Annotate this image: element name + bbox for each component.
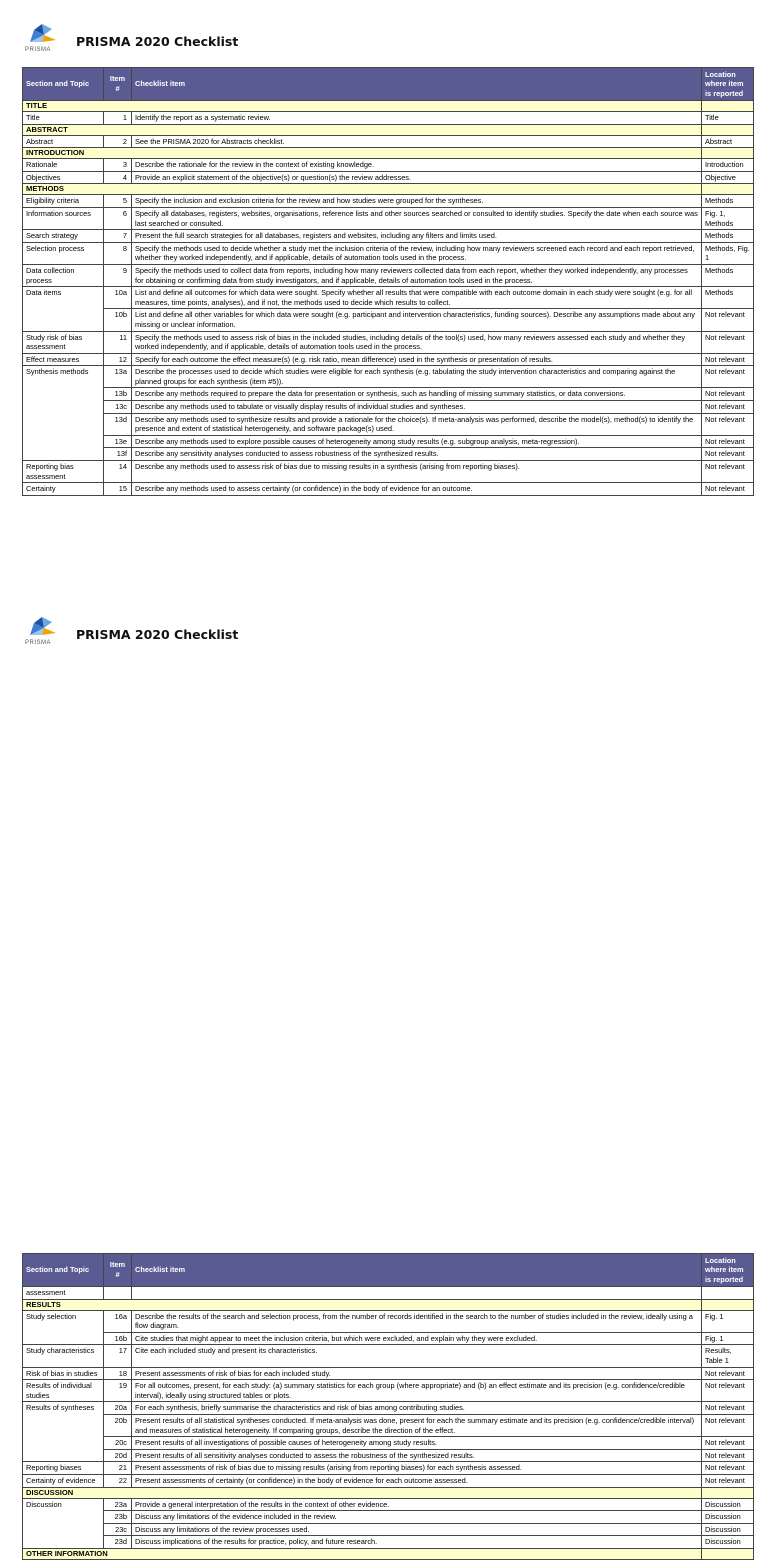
checklist-item-cell: Present assessments of certainty (or confidence) in the body of evidence for each outcome assessed. — [132, 1474, 702, 1487]
table-row — [23, 1332, 754, 1345]
checklist-item-cell: Describe any methods used to tabulate or visually display results of individual studies and syntheses. — [132, 401, 702, 414]
column-header-checklist: Checklist item — [132, 1254, 702, 1287]
topic-cell: Reporting biases — [23, 1462, 104, 1475]
checklist-item-cell: Cite studies that might appear to meet the inclusion criteria, but which were excluded, and explain why they were excluded. — [132, 1332, 702, 1345]
table-row — [23, 1287, 754, 1300]
checklist-item-cell: Present assessments of risk of bias for each included study. — [132, 1367, 702, 1380]
topic-cell: Reporting bias assessment — [23, 461, 104, 483]
location-cell: Not relevant — [702, 1437, 754, 1450]
item-number-cell: 13b — [104, 388, 132, 401]
checklist-item-cell: Present assessments of risk of bias due to missing results (arising from reporting biases) for each synthesis assessed. — [132, 1462, 702, 1475]
item-number-cell: 14 — [104, 461, 132, 483]
location-cell: Not relevant — [702, 1462, 754, 1475]
location-cell: Results, Table 1 — [702, 1345, 754, 1367]
section-label: INTRODUCTION — [23, 148, 702, 159]
table-row — [23, 1523, 754, 1536]
page-title: PRISMA 2020 Checklist — [76, 627, 239, 642]
section-location-cell — [702, 184, 754, 195]
item-number-cell: 23c — [104, 1523, 132, 1536]
checklist-item-cell: Present the full search strategies for all databases, registers and websites, including any filters and limits used. — [132, 230, 702, 243]
prisma-logo — [22, 615, 62, 651]
location-cell: Fig. 1 — [702, 1310, 754, 1332]
table-row — [23, 388, 754, 401]
section-location-cell — [702, 1299, 754, 1310]
checklist-item-cell: Cite each included study and present its characteristics. — [132, 1345, 702, 1367]
table-row — [23, 242, 754, 264]
section-location-cell — [702, 1548, 754, 1559]
column-header-location: Location where item is reported — [702, 68, 754, 101]
section-row — [23, 148, 754, 159]
table-row — [23, 366, 754, 388]
item-number-cell: 20a — [104, 1402, 132, 1415]
topic-cell: Rationale — [23, 159, 104, 172]
location-cell: Not relevant — [702, 366, 754, 388]
column-header-item: Item # — [104, 68, 132, 101]
checklist-item-cell: Specify the methods used to assess risk of bias in the included studies, including details of the tool(s) used, how many reviewers assessed each study and whether they worked independently, and if applicable, details of automation tools used in the process. — [132, 331, 702, 353]
topic-cell — [23, 448, 104, 461]
topic-cell: Selection process — [23, 242, 104, 264]
checklist-item-cell: Provide a general interpretation of the results in the context of other evidence. — [132, 1498, 702, 1511]
table-row — [23, 112, 754, 125]
location-cell — [702, 1287, 754, 1300]
prisma-logo — [22, 22, 62, 58]
section-label: OTHER INFORMATION — [23, 1548, 702, 1559]
table-row — [23, 353, 754, 366]
item-number-cell: 7 — [104, 230, 132, 243]
location-cell: Not relevant — [702, 388, 754, 401]
topic-cell — [23, 309, 104, 331]
topic-cell — [23, 401, 104, 414]
location-cell: Not relevant — [702, 309, 754, 331]
table-body — [23, 101, 754, 496]
location-cell: Discussion — [702, 1498, 754, 1511]
checklist-item-cell: List and define all outcomes for which data were sought. Specify whether all results that were compatible with each outcome domain in each study were sought (e.g. for all measures, time points, analyses), and if not, the methods used to decide which results to collect. — [132, 287, 702, 309]
topic-cell — [23, 1414, 104, 1436]
item-number-cell: 10a — [104, 287, 132, 309]
checklist-item-cell: Present results of all sensitivity analyses conducted to assess the robustness of the synthesized results. — [132, 1449, 702, 1462]
column-header-section: Section and Topic — [23, 68, 104, 101]
location-cell: Not relevant — [702, 1449, 754, 1462]
location-cell: Methods, Fig. 1 — [702, 242, 754, 264]
topic-cell: Certainty of evidence — [23, 1474, 104, 1487]
location-cell: Methods — [702, 195, 754, 208]
table-row — [23, 1437, 754, 1450]
location-cell: Fig. 1, Methods — [702, 207, 754, 229]
location-cell: Not relevant — [702, 461, 754, 483]
item-number-cell: 17 — [104, 1345, 132, 1367]
item-number-cell: 3 — [104, 159, 132, 172]
checklist-item-cell — [132, 1287, 702, 1300]
topic-cell — [23, 1511, 104, 1524]
item-number-cell: 13c — [104, 401, 132, 414]
item-number-cell: 11 — [104, 331, 132, 353]
location-cell: Methods — [702, 230, 754, 243]
checklist-item-cell: Specify the methods used to decide whether a study met the inclusion criteria of the review, including how many reviewers screened each record and each report retrieved, whether they worked independently, and if applicable, details of automation tools used in the process. — [132, 242, 702, 264]
item-number-cell: 13d — [104, 413, 132, 435]
item-number-cell: 5 — [104, 195, 132, 208]
topic-cell: Study selection — [23, 1310, 104, 1332]
table-row — [23, 1498, 754, 1511]
table-row — [23, 1449, 754, 1462]
table-row — [23, 1310, 754, 1332]
checklist-item-cell: For all outcomes, present, for each study: (a) summary statistics for each group (where appropriate) and (b) an effect estimate and its precision (e.g. confidence/credible interval), ideally using structured tables or plots. — [132, 1380, 702, 1402]
column-header-checklist: Checklist item — [132, 68, 702, 101]
checklist-item-cell: Present results of all statistical syntheses conducted. If meta-analysis was done, present for each the summary estimate and its precision (e.g. confidence/credible interval) and measures of statistical heterogeneity. If comparing groups, describe the direction of the effect. — [132, 1414, 702, 1436]
table-row — [23, 159, 754, 172]
topic-cell: Effect measures — [23, 353, 104, 366]
checklist-item-cell: Describe the processes used to decide which studies were eligible for each synthesis (e.g. tabulating the study intervention characteristics and comparing against the planned groups for each synthesis (item #5)). — [132, 366, 702, 388]
table-row — [23, 401, 754, 414]
column-header-item: Item # — [104, 1254, 132, 1287]
location-cell: Not relevant — [702, 483, 754, 496]
table-row — [23, 287, 754, 309]
location-cell: Introduction — [702, 159, 754, 172]
checklist-item-cell: Specify for each outcome the effect measure(s) (e.g. risk ratio, mean difference) used in the synthesis or presentation of results. — [132, 353, 702, 366]
item-number-cell: 18 — [104, 1367, 132, 1380]
item-number-cell: 20c — [104, 1437, 132, 1450]
item-number-cell — [104, 1287, 132, 1300]
checklist-table — [22, 67, 754, 496]
page-header — [22, 22, 422, 58]
checklist-item-cell: Specify the inclusion and exclusion criteria for the review and how studies were grouped for the syntheses. — [132, 195, 702, 208]
checklist-item-cell: Specify all databases, registers, websites, organisations, reference lists and other sources searched or consulted to identify studies. Specify the date when each source was last searched or consulted. — [132, 207, 702, 229]
location-cell: Discussion — [702, 1523, 754, 1536]
checklist-item-cell: See the PRISMA 2020 for Abstracts checklist. — [132, 135, 702, 148]
section-label: RESULTS — [23, 1299, 702, 1310]
topic-cell: Discussion — [23, 1498, 104, 1511]
topic-cell: Objectives — [23, 171, 104, 184]
checklist-item-cell: Identify the report as a systematic review. — [132, 112, 702, 125]
table-row — [23, 435, 754, 448]
checklist-item-cell: Discuss any limitations of the review processes used. — [132, 1523, 702, 1536]
logo-wordmark: PRISMA — [25, 640, 52, 646]
table-row — [23, 1462, 754, 1475]
checklist-item-cell: Specify the methods used to collect data from reports, including how many reviewers collected data from each report, whether they worked independently, any processes for obtaining or confirming data from study investigators, and if applicable, details of automation tools used in the process. — [132, 264, 702, 286]
location-cell: Discussion — [702, 1511, 754, 1524]
item-number-cell: 9 — [104, 264, 132, 286]
table-row — [23, 171, 754, 184]
item-number-cell: 12 — [104, 353, 132, 366]
item-number-cell: 13a — [104, 366, 132, 388]
section-row — [23, 1299, 754, 1310]
topic-cell — [23, 1523, 104, 1536]
topic-cell — [23, 1449, 104, 1462]
checklist-item-cell: Describe any methods used to assess risk of bias due to missing results in a synthesis (arising from reporting biases). — [132, 461, 702, 483]
checklist-item-cell: Describe any methods used to synthesize results and provide a rationale for the choice(s). If meta-analysis was performed, describe the model(s), method(s) to identify the presence and extent of statistical heterogeneity, and software package(s) used. — [132, 413, 702, 435]
topic-cell — [23, 435, 104, 448]
table-row — [23, 1345, 754, 1367]
section-location-cell — [702, 101, 754, 112]
topic-cell: Title — [23, 112, 104, 125]
checklist-item-cell: Provide an explicit statement of the objective(s) or question(s) the review addresses. — [132, 171, 702, 184]
checklist-item-cell: Discuss implications of the results for practice, policy, and future research. — [132, 1536, 702, 1549]
location-cell: Not relevant — [702, 1474, 754, 1487]
topic-cell — [23, 1536, 104, 1549]
table-row — [23, 1380, 754, 1402]
topic-cell — [23, 413, 104, 435]
checklist-item-cell: Describe any methods required to prepare the data for presentation or synthesis, such as handling of missing summary statistics, or data conversions. — [132, 388, 702, 401]
topic-cell: Risk of bias in studies — [23, 1367, 104, 1380]
location-cell: Not relevant — [702, 331, 754, 353]
topic-cell: Data items — [23, 287, 104, 309]
table-row — [23, 461, 754, 483]
section-row — [23, 184, 754, 195]
table-row — [23, 195, 754, 208]
table-row — [23, 309, 754, 331]
section-label: TITLE — [23, 101, 702, 112]
item-number-cell: 20d — [104, 1449, 132, 1462]
topic-cell: Information sources — [23, 207, 104, 229]
topic-cell: Search strategy — [23, 230, 104, 243]
table-row — [23, 230, 754, 243]
location-cell: Discussion — [702, 1536, 754, 1549]
table-row — [23, 1367, 754, 1380]
column-header-section: Section and Topic — [23, 1254, 104, 1287]
checklist-item-cell: Discuss any limitations of the evidence included in the review. — [132, 1511, 702, 1524]
checklist-item-cell: Describe any sensitivity analyses conducted to assess robustness of the synthesized results. — [132, 448, 702, 461]
location-cell: Objective — [702, 171, 754, 184]
location-cell: Fig. 1 — [702, 1332, 754, 1345]
section-label: METHODS — [23, 184, 702, 195]
location-cell: Not relevant — [702, 1380, 754, 1402]
location-cell: Methods — [702, 264, 754, 286]
item-number-cell: 15 — [104, 483, 132, 496]
section-location-cell — [702, 1487, 754, 1498]
table-row — [23, 331, 754, 353]
section-row — [23, 1487, 754, 1498]
topic-cell: Study risk of bias assessment — [23, 331, 104, 353]
column-header-location: Location where item is reported — [702, 1254, 754, 1287]
item-number-cell: 4 — [104, 171, 132, 184]
table-header-row — [23, 1254, 754, 1287]
table-row — [23, 1474, 754, 1487]
section-location-cell — [702, 148, 754, 159]
topic-cell: Results of syntheses — [23, 1402, 104, 1415]
topic-cell — [23, 1332, 104, 1345]
item-number-cell: 22 — [104, 1474, 132, 1487]
logo-wordmark: PRISMA — [25, 47, 52, 53]
table-row — [23, 207, 754, 229]
location-cell: Not relevant — [702, 1367, 754, 1380]
item-number-cell: 16a — [104, 1310, 132, 1332]
location-cell: Not relevant — [702, 1414, 754, 1436]
item-number-cell: 13e — [104, 435, 132, 448]
checklist-item-cell: Present results of all investigations of possible causes of heterogeneity among study results. — [132, 1437, 702, 1450]
location-cell: Not relevant — [702, 353, 754, 366]
table-row — [23, 1511, 754, 1524]
item-number-cell: 20b — [104, 1414, 132, 1436]
checklist-item-cell: Describe the results of the search and selection process, from the number of records identified in the search to the number of studies included in the review, ideally using a flow diagram. — [132, 1310, 702, 1332]
checklist-table — [22, 1253, 754, 1560]
table-row — [23, 413, 754, 435]
checklist-item-cell: Describe any methods used to explore possible causes of heterogeneity among study results (e.g. subgroup analysis, meta-regression). — [132, 435, 702, 448]
location-cell: Title — [702, 112, 754, 125]
location-cell: Not relevant — [702, 401, 754, 414]
table-row — [23, 135, 754, 148]
checklist-item-cell: Describe the rationale for the review in the context of existing knowledge. — [132, 159, 702, 172]
table-row — [23, 448, 754, 461]
table-body — [23, 1287, 754, 1560]
checklist-item-cell: For each synthesis, briefly summarise the characteristics and risk of bias among contributing studies. — [132, 1402, 702, 1415]
item-number-cell: 16b — [104, 1332, 132, 1345]
section-row — [23, 101, 754, 112]
checklist-item-cell: Describe any methods used to assess certainty (or confidence) in the body of evidence for an outcome. — [132, 483, 702, 496]
location-cell: Not relevant — [702, 448, 754, 461]
topic-cell: Abstract — [23, 135, 104, 148]
section-row — [23, 124, 754, 135]
table-header-row — [23, 68, 754, 101]
item-number-cell: 23d — [104, 1536, 132, 1549]
item-number-cell: 13f — [104, 448, 132, 461]
item-number-cell: 23a — [104, 1498, 132, 1511]
section-row — [23, 1548, 754, 1559]
topic-cell: Data collection process — [23, 264, 104, 286]
table-row — [23, 1536, 754, 1549]
item-number-cell: 10b — [104, 309, 132, 331]
location-cell: Methods — [702, 287, 754, 309]
table-row — [23, 264, 754, 286]
topic-cell: Eligibility criteria — [23, 195, 104, 208]
table-row — [23, 1414, 754, 1436]
section-label: ABSTRACT — [23, 124, 702, 135]
location-cell: Abstract — [702, 135, 754, 148]
location-cell: Not relevant — [702, 413, 754, 435]
table-row — [23, 1402, 754, 1415]
location-cell: Not relevant — [702, 1402, 754, 1415]
section-location-cell — [702, 124, 754, 135]
topic-cell: Study characteristics — [23, 1345, 104, 1367]
topic-cell: Results of individual studies — [23, 1380, 104, 1402]
topic-cell: Certainty — [23, 483, 104, 496]
section-label: DISCUSSION — [23, 1487, 702, 1498]
item-number-cell: 2 — [104, 135, 132, 148]
table-row — [23, 483, 754, 496]
item-number-cell: 6 — [104, 207, 132, 229]
page-title: PRISMA 2020 Checklist — [76, 34, 239, 49]
topic-cell: assessment — [23, 1287, 104, 1300]
topic-cell — [23, 1437, 104, 1450]
topic-cell — [23, 388, 104, 401]
item-number-cell: 8 — [104, 242, 132, 264]
page-header — [22, 615, 422, 651]
location-cell: Not relevant — [702, 435, 754, 448]
topic-cell: Synthesis methods — [23, 366, 104, 388]
checklist-item-cell: List and define all other variables for which data were sought (e.g. participant and intervention characteristics, funding sources). Describe any assumptions made about any missing or unclear information. — [132, 309, 702, 331]
item-number-cell: 23b — [104, 1511, 132, 1524]
item-number-cell: 19 — [104, 1380, 132, 1402]
item-number-cell: 1 — [104, 112, 132, 125]
item-number-cell: 21 — [104, 1462, 132, 1475]
